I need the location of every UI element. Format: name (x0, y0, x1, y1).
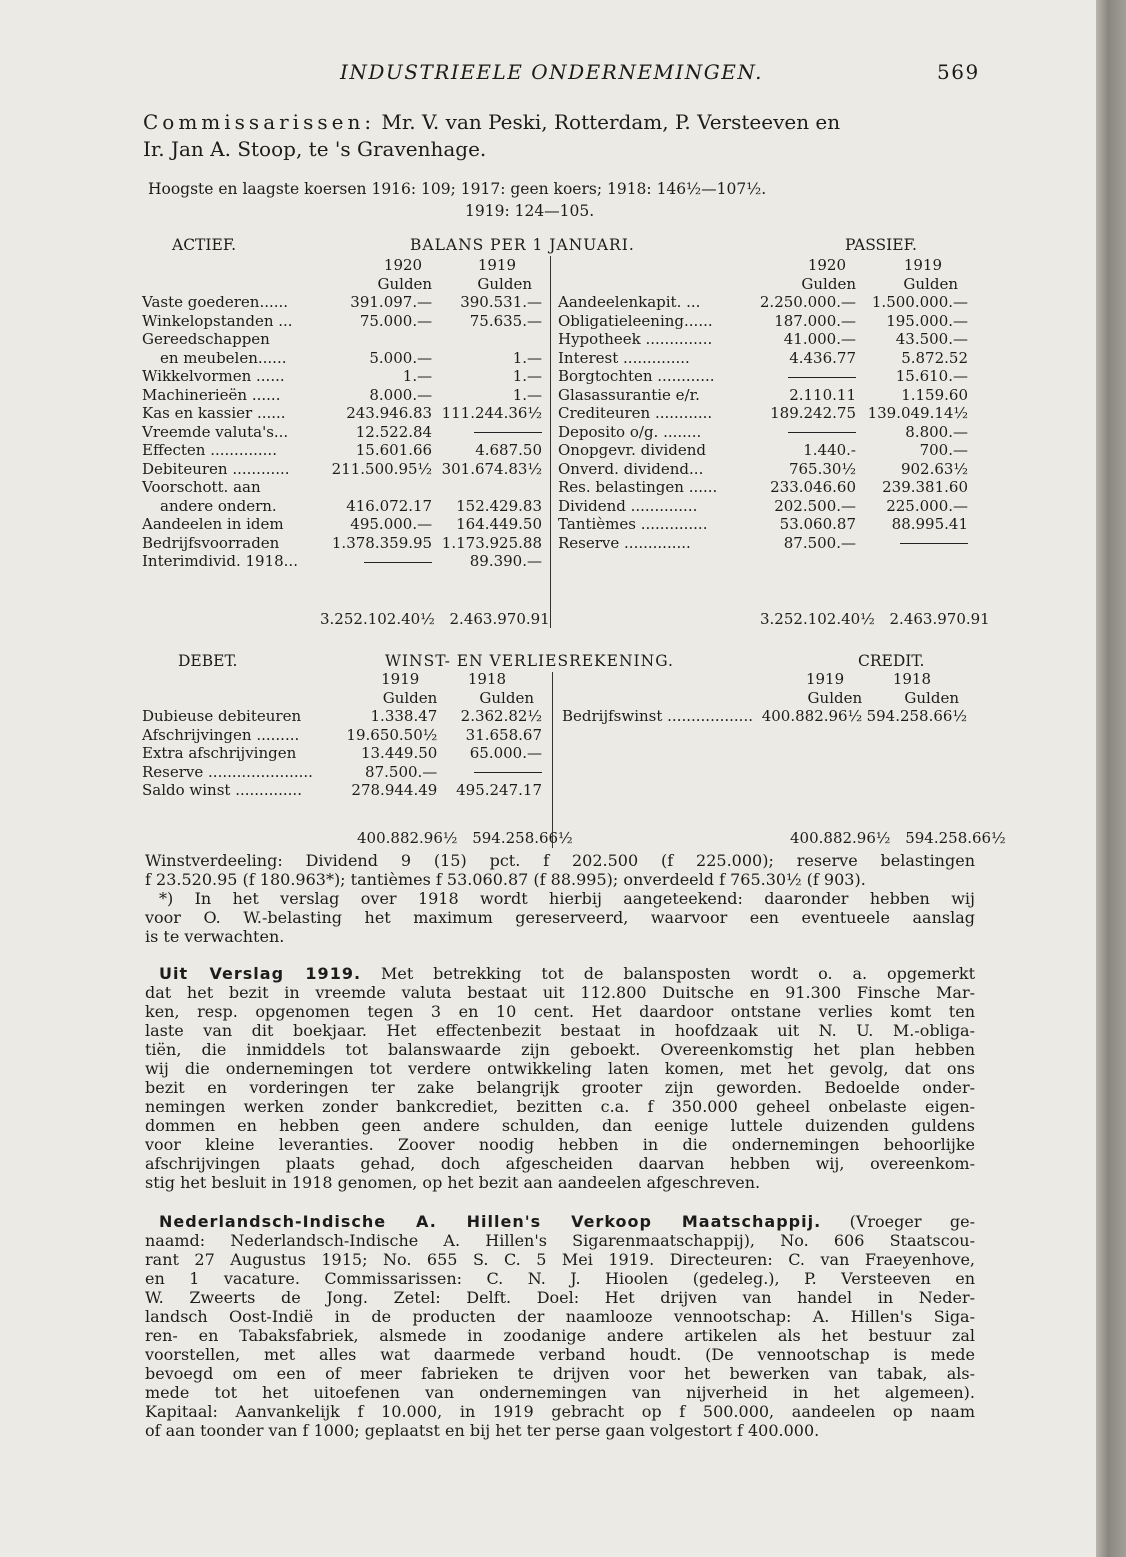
passief-row (558, 478, 968, 497)
row-label: Vreemde valuta's... (142, 422, 289, 441)
row-value-v1920: 495.000.— (350, 515, 433, 533)
row-value-v1919: 1.173.925.88 (441, 533, 542, 552)
nedind-line: voorstellen, met alles wat daarmede verband houdt. (De vennootschap is mede (145, 1345, 975, 1364)
row-value-v1919: 400.882.96½ (761, 707, 863, 725)
credit-row (562, 707, 967, 726)
row-value-v1919: 1.338.47 (370, 707, 438, 725)
row-value-v1918 (437, 763, 542, 782)
row-value-v1920: 4.436.77 (789, 348, 856, 367)
row-value-v1919: 195.000.— (886, 311, 968, 330)
nedind-line: en 1 vacature. Commissarissen: C. N. J. Hioolen (gedeleg.), P. Versteeven en (145, 1269, 975, 1288)
actief-heading: ACTIEF. (172, 236, 237, 254)
row-value-v1920: 87.500.— (783, 533, 856, 552)
row-label: Winkelopstanden ... (142, 311, 293, 330)
row-label: Vaste goederen...... (142, 293, 289, 311)
footnote-line: *) In het verslag over 1918 wordt hierbij aangeteekend: daaronder hebben wij (159, 889, 975, 908)
nedind-first-line (145, 1212, 975, 1231)
verslag-block (145, 964, 975, 1192)
row-label: Glasassurantie e/r. (558, 385, 700, 404)
footnote-line: voor O. W.-belasting het maximum gereserveerd, waarvoor een eventueele aanslag (145, 908, 975, 927)
row-value-v1918: 594.258.66½ (866, 707, 967, 725)
nil-dash (788, 377, 856, 378)
verslag-line: Met betrekking tot de balansposten wordt o. a. opgemerkt (380, 964, 976, 983)
row-value-v1920: 211.500.95½ (331, 459, 433, 478)
row-label: andere ondern. (160, 496, 277, 515)
debet-row (142, 781, 542, 800)
passief-unit-row (558, 275, 968, 294)
row-value-v1920: 5.000.— (369, 348, 433, 367)
verslag-line: ken, resp. opgenomen tegen 3 en 10 cent. Het daardoor ontstane verlies komt ten (145, 1002, 975, 1021)
passief-total (760, 610, 990, 628)
passief-row (558, 460, 968, 479)
row-value-v1918: 2.362.82½ (460, 707, 542, 725)
nedind-line: landsch Oost-Indië in de producten der naamlooze vennootschap: A. Hillen's Siga- (145, 1307, 975, 1326)
nedind-line: bevoegd om een of meer fabrieken te drijven voor het bewerken van tabak, als- (145, 1364, 975, 1383)
row-label: Interest .............. (558, 348, 690, 367)
passief-row (558, 423, 968, 442)
actief-row (142, 349, 542, 368)
row-value-v1920: 187.000.— (774, 311, 856, 330)
col-year-1919: 1919 (477, 256, 516, 274)
col-unit: Gulden (479, 688, 534, 707)
balans-divider (550, 256, 551, 628)
row-value-v1919: 139.049.14½ (867, 404, 968, 422)
row-value-v1919: 152.429.83 (456, 496, 542, 515)
row-value-v1919: 700.— (919, 441, 968, 459)
row-value-v1920: 12.522.84 (355, 422, 433, 441)
row-value-v1919: 8.800.— (905, 422, 968, 441)
page-number: 569 (937, 60, 980, 84)
row-value-v1919: 390.531.— (460, 293, 542, 311)
row-label: Res. belastingen ...... (558, 478, 718, 496)
row-value-v1919: 19.650.50½ (346, 725, 438, 744)
actief-row (142, 515, 542, 534)
row-label: Machinerieën ...... (142, 385, 281, 404)
debet-heading: DEBET. (178, 652, 238, 670)
passief-row (558, 534, 968, 553)
row-value-v1919: 902.63½ (900, 459, 968, 478)
passief-row (558, 330, 968, 349)
actief-unit-row (142, 275, 542, 294)
row-label: Borgtochten ............ (558, 367, 715, 385)
passief-total-1920: 3.252.102.40½ (760, 610, 875, 628)
actief-row (142, 460, 542, 479)
actief-row (142, 386, 542, 405)
commissarissen-label: Commissarissen: (143, 110, 376, 134)
nedind-line: ren- en Tabaksfabriek, alsmede in zoodanige andere artikelen als het bestuur zal (145, 1326, 975, 1345)
row-value-v1919: 89.390.— (469, 552, 542, 570)
passief-total-1919: 2.463.970.91 (889, 610, 990, 628)
winstverdeeling-line: Winstverdeeling: Dividend 9 (15) pct. f 202.500 (f 225.000); reserve belastingen (145, 851, 975, 870)
actief-row (142, 534, 542, 553)
passief-row (558, 293, 968, 312)
col-unit: Gulden (903, 274, 958, 293)
verslag-line: dat het bezit in vreemde valuta bestaat uit 112.800 Duitsche en 91.300 Finsche Mar- (145, 983, 975, 1002)
col-unit: Gulden (904, 688, 959, 707)
row-value-v1919: 5.872.52 (901, 348, 968, 367)
row-value-v1919: 75.635.— (469, 311, 542, 330)
row-label: Saldo winst .............. (142, 781, 302, 799)
row-label: Kas en kassier ...... (142, 404, 286, 422)
nedind-line: rant 27 Augustus 1915; No. 655 S. C. 5 Mei 1919. Directeuren: C. van Fraeyenhove, (145, 1250, 975, 1269)
row-label: Dividend .............. (558, 496, 698, 515)
row-label: Voorschott. aan (142, 478, 261, 496)
verslag-line: nemingen werken zonder bankcrediet, bezitten c.a. f 350.000 geheel onbelaste eigen- (145, 1097, 975, 1116)
row-value-v1920: 765.30½ (788, 459, 856, 478)
nil-dash (474, 772, 542, 773)
row-value-v1920: 75.000.— (359, 311, 433, 330)
row-label: Bedrijfswinst .................. (562, 707, 753, 725)
actief-total (320, 610, 550, 628)
row-value-v1919: 4.687.50 (475, 441, 542, 459)
nedind-line: mede tot het uitoefenen van ondernemingen van nijverheid in het algemeen). (145, 1383, 975, 1402)
row-value-v1920: 8.000.— (369, 385, 433, 404)
col-year-1918: 1918 (892, 670, 931, 688)
verslag-line: bezit en vorderingen ter zake belangrijk grooter zijn geworden. Bedoelde onder- (145, 1078, 975, 1097)
actief-row (142, 404, 542, 423)
row-value-v1919: 1.500.000.— (871, 293, 968, 311)
nil-dash (474, 432, 542, 433)
passief-row (558, 386, 968, 405)
col-year-1920: 1920 (807, 256, 846, 274)
nedind-heading: Nederlandsch-Indische A. Hillen's Verkoop Maatschappij. (159, 1212, 822, 1231)
actief-total-1919: 2.463.970.91 (449, 610, 550, 628)
nil-dash (900, 543, 968, 544)
row-value-v1920: 41.000.— (783, 330, 856, 348)
actief-row (142, 367, 542, 386)
row-label: Onopgevr. dividend (558, 441, 707, 459)
row-value-v1920: 391.097.— (350, 293, 433, 311)
row-value-v1919 (856, 534, 968, 553)
koersen-line-2: 1919: 124—105. (465, 202, 595, 220)
row-value-v1919: 43.500.— (895, 330, 968, 348)
row-value-v1920: 189.242.75 (770, 404, 856, 422)
actief-row (142, 293, 542, 312)
row-value-v1919: 1.— (512, 348, 542, 367)
row-value-v1920: 53.060.87 (779, 515, 856, 533)
page-binding-edge (1096, 0, 1126, 1557)
actief-total-1920: 3.252.102.40½ (320, 610, 435, 628)
actief-row (142, 441, 542, 460)
credit-total (790, 829, 1006, 847)
row-value-v1920: 15.601.66 (355, 441, 433, 459)
debet-unit-row (142, 689, 542, 708)
row-label: Interimdivid. 1918... (142, 552, 298, 570)
actief-row (142, 423, 542, 442)
nedind-line: W. Zweerts de Jong. Zetel: Delft. Doel: Het drijven van handel in Neder- (145, 1288, 975, 1307)
verslag-line: dommen en hebben geen andere schulden, dan eenige luttele duizenden guldens (145, 1116, 975, 1135)
row-value-v1920: 202.500.— (774, 496, 856, 515)
row-value-v1920: 2.250.000.— (759, 293, 856, 311)
row-value-v1919: 1.159.60 (901, 385, 968, 404)
row-label: Afschrijvingen ......... (142, 725, 300, 744)
credit-table (562, 670, 967, 726)
col-unit: Gulden (807, 688, 863, 707)
winst-heading: WINST- EN VERLIESREKENING. (385, 652, 674, 670)
row-value-v1919: 239.381.60 (882, 478, 968, 496)
actief-row (142, 497, 542, 516)
verslag-line: tiën, die inmiddels tot balanswaarde zijn geboekt. Overeenkomstig het plan hebben (145, 1040, 975, 1059)
actief-table (142, 256, 542, 571)
passief-heading: PASSIEF. (845, 236, 917, 254)
row-value-v1919: 13.449.50 (360, 744, 438, 762)
actief-row (142, 312, 542, 331)
commissarissen-line-1 (143, 110, 840, 134)
nedind-line: (Vroeger ge- (849, 1212, 976, 1231)
row-label: Obligatieleening...... (558, 311, 713, 330)
col-year-1919: 1919 (805, 670, 845, 688)
winstverdeeling-block (145, 851, 975, 946)
verslag-first-line (145, 964, 975, 983)
balans-heading: BALANS PER 1 JANUARI. (410, 236, 635, 254)
row-value-v1919: 1.— (512, 367, 542, 385)
passief-table (558, 256, 968, 552)
row-label: Reserve ...................... (142, 762, 313, 781)
verslag-line: laste van dit boekjaar. Het effectenbezit bestaat in hoofdzaak uit N. U. M.-obliga- (145, 1021, 975, 1040)
page-header-title: INDUSTRIEELE ONDERNEMINGEN. (340, 60, 763, 84)
row-value-v1920: 243.946.83 (346, 404, 433, 422)
verslag-line: wij die ondernemingen tot verdere ontwikkeling laten komen, met het gevolg, dat ons (145, 1059, 975, 1078)
debet-row (142, 707, 542, 726)
passief-row (558, 515, 968, 534)
row-value-v1920: 1.378.359.95 (331, 533, 433, 552)
row-value-v1919: 164.449.50 (456, 515, 542, 533)
actief-row (142, 330, 542, 349)
row-value-v1918: 495.247.17 (456, 781, 542, 799)
row-label: Hypotheek .............. (558, 330, 713, 348)
passief-year-row (558, 256, 968, 275)
col-unit: Gulden (801, 274, 856, 293)
verslag-line: voor kleine leveranties. Zoover noodig hebben in die ondernemingen behoorlijke (145, 1135, 975, 1154)
row-label: Tantièmes .............. (558, 515, 708, 533)
row-label: Aandeelen in idem (142, 515, 284, 533)
verslag-heading: Uit Verslag 1919. (159, 964, 362, 983)
actief-row (142, 478, 542, 497)
col-unit: Gulden (377, 274, 433, 293)
debet-total-1919: 400.882.96½ (357, 829, 458, 847)
passief-row (558, 404, 968, 423)
koersen-line-1: Hoogste en laagste koersen 1916: 109; 1917: geen koers; 1918: 146½—107½. (148, 180, 767, 198)
nil-dash (788, 432, 856, 433)
row-label: Extra afschrijvingen (142, 744, 297, 762)
row-label: Aandeelenkapit. ... (558, 293, 701, 311)
row-value-v1919: 301.674.83½ (441, 459, 542, 478)
debet-total (357, 829, 573, 847)
commissarissen-text: Mr. V. van Peski, Rotterdam, P. Versteeven en (381, 110, 841, 134)
commissarissen-line-2: Ir. Jan A. Stoop, te 's Gravenhage. (143, 137, 487, 161)
row-value-v1920: 2.110.11 (789, 385, 856, 404)
nedind-line: Kapitaal: Aanvankelijk f 10.000, in 1919 gebracht op f 500.000, aandeelen op naam (145, 1402, 975, 1421)
passief-row (558, 367, 968, 386)
row-value-v1920: 416.072.17 (346, 496, 433, 515)
col-year-1918: 1918 (467, 670, 506, 688)
passief-row (558, 497, 968, 516)
col-unit: Gulden (382, 688, 438, 707)
nedind-block (145, 1212, 975, 1440)
row-value-v1919 (432, 423, 542, 442)
row-label: Onverd. dividend... (558, 459, 704, 478)
col-year-1919: 1919 (381, 670, 420, 688)
actief-row (142, 552, 542, 571)
debet-total-1918: 594.258.66½ (472, 829, 573, 847)
row-label: en meubelen...... (160, 348, 287, 367)
winstverdeeling-line: f 23.520.95 (f 180.963*); tantièmes f 53.060.87 (f 88.995); onverdeeld f 765.30½ (f 903). (145, 870, 866, 889)
col-year-1920: 1920 (383, 256, 423, 274)
debet-row (142, 744, 542, 763)
row-label: Wikkelvormen ...... (142, 367, 285, 385)
debet-row (142, 763, 542, 782)
debet-row (142, 726, 542, 745)
passief-row (558, 441, 968, 460)
row-value-v1920 (756, 423, 856, 442)
credit-total-1919: 400.882.96½ (790, 829, 891, 847)
row-value-v1920: 233.046.60 (770, 478, 856, 496)
row-value-v1920 (756, 367, 856, 386)
row-value-v1919: 1.— (512, 385, 542, 404)
winst-divider (552, 672, 553, 848)
actief-year-row (142, 256, 542, 275)
row-value-v1919: 225.000.— (886, 496, 968, 515)
row-value-v1919: 111.244.36½ (441, 404, 542, 422)
passief-row (558, 349, 968, 368)
row-value-v1920: 1.440.- (803, 441, 856, 459)
nedind-line: naamd: Nederlandsch-Indische A. Hillen's Sigarenmaatschappij), No. 606 Staatscou- (145, 1231, 975, 1250)
credit-unit-row (562, 689, 967, 708)
row-label: Effecten .............. (142, 441, 277, 459)
debet-year-row (142, 670, 542, 689)
credit-year-row (562, 670, 967, 689)
nedind-line: of aan toonder van f 1000; geplaatst en bij het ter perse gaan volgestort f 400.000. (145, 1421, 820, 1440)
row-value-v1919: 88.995.41 (891, 515, 968, 533)
row-label: Debiteuren ............ (142, 459, 290, 478)
verslag-line: afschrijvingen plaats gehad, doch afgescheiden daarvan hebben wij, overeenkom- (145, 1154, 975, 1173)
row-label: Dubieuse debiteuren (142, 707, 302, 725)
row-label: Gereedschappen (142, 330, 270, 348)
row-value-v1918: 31.658.67 (465, 725, 542, 744)
row-label: Deposito o/g. ........ (558, 422, 702, 441)
nil-dash (364, 562, 432, 563)
col-year-1919: 1919 (903, 256, 942, 274)
row-value-v1919: 15.610.— (895, 367, 968, 385)
credit-total-1918: 594.258.66½ (905, 829, 1006, 847)
row-value-v1920: 1.— (402, 367, 433, 385)
row-label: Crediteuren ............ (558, 404, 713, 422)
row-label: Bedrijfsvoorraden (142, 533, 280, 552)
row-value-v1919: 278.944.49 (351, 781, 438, 799)
row-value-v1919: 87.500.— (365, 762, 438, 781)
verslag-line: stig het besluit in 1918 genomen, op het bezit aan aandeelen afgeschreven. (145, 1173, 761, 1192)
debet-table (142, 670, 542, 800)
passief-row (558, 312, 968, 331)
row-value-v1920 (332, 552, 432, 571)
credit-heading: CREDIT. (858, 652, 925, 670)
row-value-v1918: 65.000.— (469, 744, 542, 762)
col-unit: Gulden (477, 274, 532, 293)
footnote-line: is te verwachten. (145, 927, 285, 946)
row-label: Reserve .............. (558, 533, 691, 552)
